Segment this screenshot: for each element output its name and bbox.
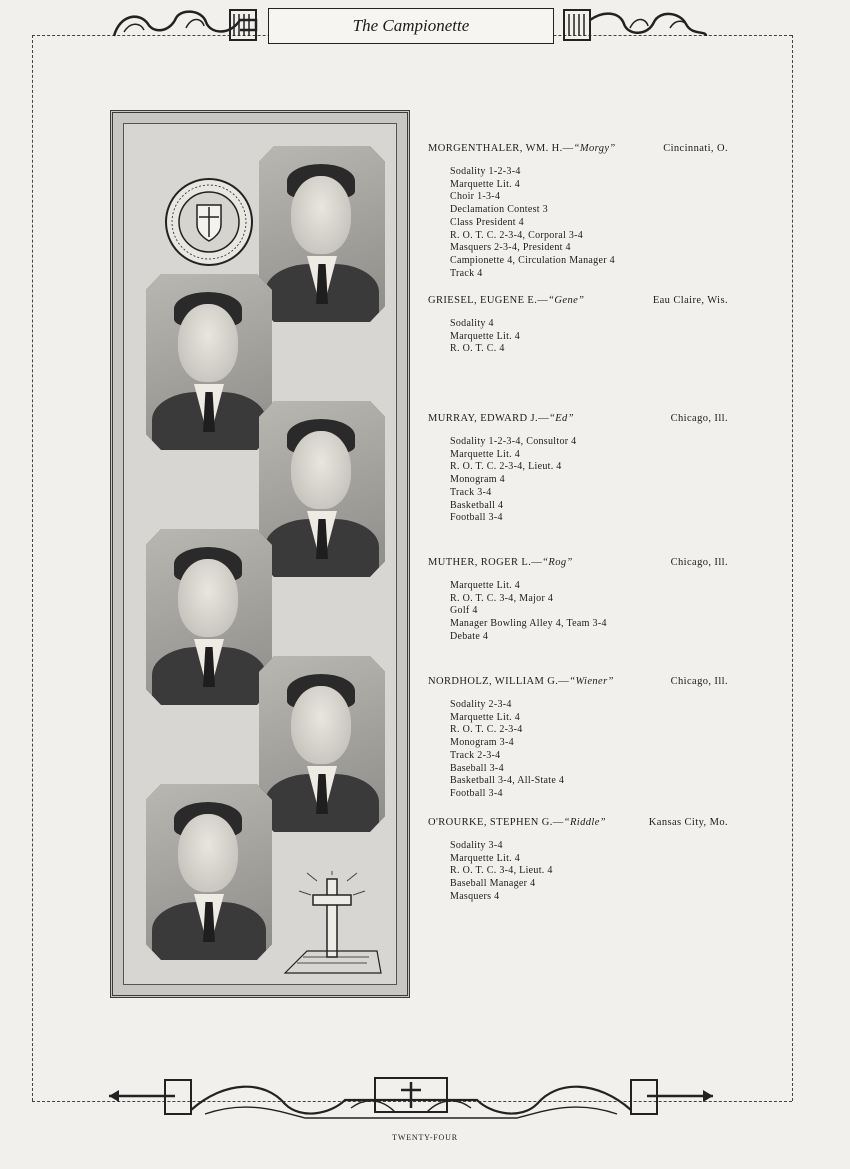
portrait-panel — [110, 110, 410, 998]
student-nickname: “Ed” — [548, 413, 574, 424]
activity-item: Marquette Lit. 4 — [450, 580, 521, 591]
activity-list — [450, 436, 728, 525]
portrait-griesel — [146, 274, 272, 450]
student-entry — [428, 817, 728, 904]
activity-item: Football 3-4 — [450, 787, 503, 799]
activity-item: Marquette Lit. 4 — [450, 711, 521, 723]
frame-left-rule — [32, 35, 33, 1101]
student-nickname: “Gene” — [548, 295, 585, 306]
activity-item: Marquette Lit. 4 — [450, 852, 521, 864]
activity-item: Masquers 2-3-4, President 4 — [450, 242, 571, 254]
activity-item: Monogram 3-4 — [450, 737, 514, 749]
portrait-murray — [259, 401, 385, 577]
activity-list — [450, 318, 728, 356]
entry-heading — [428, 557, 728, 568]
student-entry — [428, 143, 728, 280]
entry-heading — [428, 676, 728, 687]
activity-item: Sodality 1-2-3-4, Consultor 4 — [450, 436, 577, 447]
activity-list — [450, 580, 728, 644]
activity-item: Marquette Lit. 4 — [450, 178, 521, 190]
activity-item: Basketball 3-4, All-State 4 — [450, 775, 565, 787]
student-entry — [428, 557, 728, 644]
activity-item: R. O. T. C. 3-4, Lieut. 4 — [450, 865, 553, 877]
student-nickname: “Riddle” — [563, 817, 607, 828]
activity-item: Sodality 3-4 — [450, 840, 503, 851]
student-name: MUTHER, ROGER L.— — [428, 557, 543, 568]
portrait-orourke — [146, 784, 272, 960]
student-entry — [428, 676, 728, 801]
header-ornament-right-icon — [560, 6, 710, 44]
student-entry — [428, 413, 728, 525]
entry-heading — [428, 817, 728, 828]
student-hometown: Chicago, Ill. — [670, 557, 728, 568]
activity-item: Monogram 4 — [450, 474, 505, 486]
page-title: The Campionette — [352, 16, 470, 35]
activity-list — [450, 840, 728, 904]
portrait-muther — [146, 529, 272, 705]
frame-right-rule — [792, 35, 793, 1101]
activity-item: Class President 4 — [450, 216, 524, 228]
activity-list — [450, 166, 728, 280]
page-number: TWENTY-FOUR — [392, 1133, 458, 1142]
page-title-box — [268, 8, 554, 44]
student-name: O'ROURKE, STEPHEN G.— — [428, 817, 564, 828]
student-hometown: Eau Claire, Wis. — [652, 295, 728, 306]
activity-item: Sodality 2-3-4 — [450, 699, 512, 710]
activity-item: R. O. T. C. 2-3-4, Lieut. 4 — [450, 461, 562, 473]
activity-item: Choir 1-3-4 — [450, 191, 501, 203]
activity-item: Baseball Manager 4 — [450, 878, 536, 890]
student-name: NORDHOLZ, WILLIAM G.— — [428, 676, 570, 687]
activity-item: Declamation Contest 3 — [450, 204, 548, 216]
student-nickname: “Wiener” — [569, 676, 614, 687]
activity-list — [450, 699, 728, 801]
student-hometown: Cincinnati, O. — [663, 143, 728, 154]
activity-item: Marquette Lit. 4 — [450, 330, 521, 342]
activity-item: Baseball 3-4 — [450, 762, 504, 774]
activity-item: Track 2-3-4 — [450, 749, 501, 761]
student-name: MURRAY, EDWARD J.— — [428, 413, 549, 424]
activity-item: Manager Bowling Alley 4, Team 3-4 — [450, 618, 607, 630]
entry-heading — [428, 295, 728, 306]
page-header — [110, 4, 710, 46]
activity-item: Campionette 4, Circulation Manager 4 — [450, 254, 615, 266]
student-name: MORGENTHALER, WM. H.— — [428, 143, 574, 154]
activity-item: R. O. T. C. 2-3-4, Corporal 3-4 — [450, 229, 584, 241]
activity-item: Marquette Lit. 4 — [450, 448, 521, 460]
activity-item: R. O. T. C. 4 — [450, 343, 505, 355]
activity-item: Track 3-4 — [450, 486, 492, 498]
activity-item: Golf 4 — [450, 605, 478, 617]
activity-item: Sodality 4 — [450, 318, 494, 329]
student-nickname: “Rog” — [542, 557, 573, 568]
student-name: GRIESEL, EUGENE E.— — [428, 295, 549, 306]
student-hometown: Kansas City, Mo. — [648, 817, 728, 828]
activity-item: Basketball 4 — [450, 499, 504, 511]
college-seal-icon — [164, 177, 254, 267]
activity-item: Debate 4 — [450, 630, 489, 642]
portrait-panel-inner — [123, 123, 397, 985]
activity-item: R. O. T. C. 2-3-4 — [450, 724, 523, 736]
entry-heading — [428, 143, 728, 154]
portrait-morgenthaler — [259, 146, 385, 322]
footer-ornament-icon — [105, 1070, 717, 1126]
cross-icon — [277, 871, 387, 981]
student-hometown: Chicago, Ill. — [670, 413, 728, 424]
portrait-nordholz — [259, 656, 385, 832]
activity-item: Football 3-4 — [450, 512, 503, 524]
activity-item: Sodality 1-2-3-4 — [450, 166, 521, 177]
entry-heading — [428, 413, 728, 424]
student-hometown: Chicago, Ill. — [670, 676, 728, 687]
activity-item: Masquers 4 — [450, 890, 500, 902]
activity-item: Track 4 — [450, 267, 483, 279]
activity-item: R. O. T. C. 3-4, Major 4 — [450, 592, 554, 604]
student-nickname: “Morgy” — [573, 143, 616, 154]
header-ornament-left-icon — [110, 6, 260, 44]
student-entry — [428, 295, 728, 356]
